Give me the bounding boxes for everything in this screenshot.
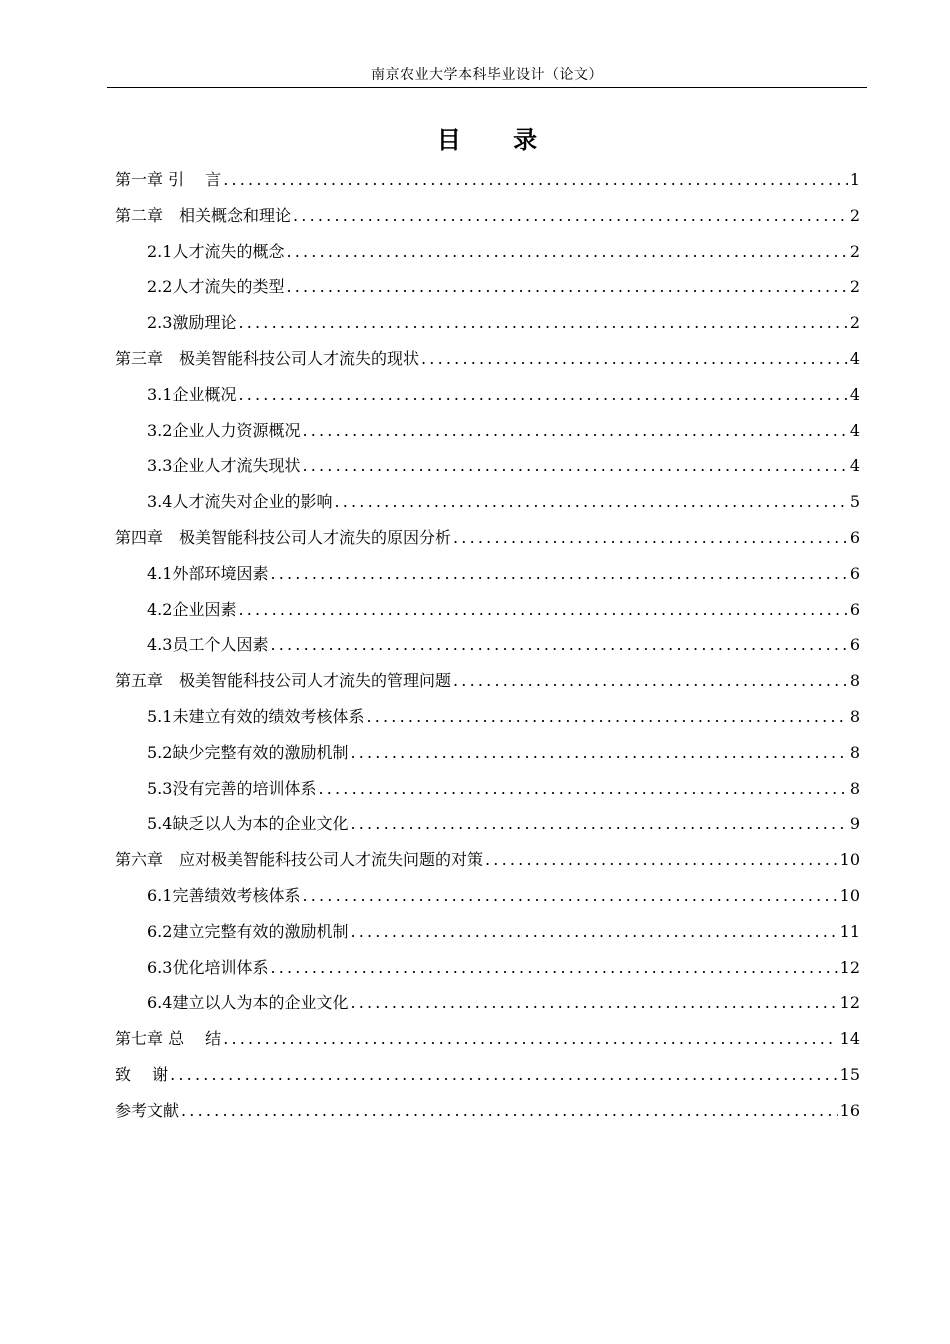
toc-dot-leader	[238, 305, 847, 341]
toc-entry-label: 2.2人才流失的类型	[147, 277, 285, 297]
toc-chapter-entry[interactable]	[115, 1021, 860, 1057]
toc-chapter-entry[interactable]	[115, 520, 860, 556]
toc-entry-page-number: 10	[839, 850, 860, 870]
toc-section-entry[interactable]	[115, 985, 860, 1021]
toc-entry-label: 第四章 极美智能科技公司人才流失的原因分析	[115, 527, 452, 547]
toc-entry-label: 第二章 相关概念和理论	[115, 205, 292, 225]
toc-entry-label: 第三章 极美智能科技公司人才流失的现状	[115, 348, 420, 368]
toc-entry-page-number: 14	[839, 1029, 860, 1049]
toc-chapter-entry[interactable]	[115, 341, 860, 377]
toc-entry-page-number: 12	[839, 957, 860, 977]
toc-section-entry[interactable]	[115, 627, 860, 663]
table-of-contents	[115, 162, 860, 1129]
toc-entry-label: 2.3激励理论	[147, 313, 237, 333]
toc-entry-page-number: 8	[849, 671, 860, 691]
toc-entry-page-number: 8	[849, 742, 860, 762]
toc-entry-page-number: 8	[849, 778, 860, 798]
toc-entry-page-number: 9	[849, 814, 860, 834]
toc-dot-leader	[318, 771, 847, 807]
toc-entry-label: 5.4缺乏以人为本的企业文化	[147, 814, 349, 834]
toc-dot-leader	[302, 878, 837, 914]
toc-dot-leader	[223, 162, 848, 198]
toc-section-entry[interactable]	[115, 377, 860, 413]
toc-entry-page-number: 4	[849, 348, 860, 368]
toc-dot-leader	[485, 842, 838, 878]
toc-entry-label: 3.1企业概况	[147, 384, 237, 404]
toc-entry-page-number: 4	[849, 420, 860, 440]
toc-chapter-entry[interactable]	[115, 1057, 860, 1093]
toc-dot-leader	[421, 341, 848, 377]
toc-entry-page-number: 6	[849, 635, 860, 655]
toc-dot-leader	[334, 484, 847, 520]
toc-chapter-entry[interactable]	[115, 663, 860, 699]
toc-section-entry[interactable]	[115, 914, 860, 950]
toc-entry-label: 第七章 总 结	[115, 1029, 222, 1049]
toc-dot-leader	[223, 1021, 837, 1057]
header-rule	[107, 87, 867, 88]
toc-dot-leader	[238, 377, 847, 413]
toc-dot-leader	[286, 269, 847, 305]
toc-section-entry[interactable]	[115, 699, 860, 735]
toc-entry-page-number: 15	[839, 1064, 860, 1084]
toc-dot-leader	[238, 592, 847, 628]
toc-chapter-entry[interactable]	[115, 198, 860, 234]
toc-dot-leader	[350, 985, 837, 1021]
toc-entry-page-number: 2	[849, 277, 860, 297]
toc-dot-leader	[293, 198, 848, 234]
toc-dot-leader	[270, 627, 847, 663]
toc-entry-label: 2.1人才流失的概念	[147, 241, 285, 261]
toc-section-entry[interactable]	[115, 305, 860, 341]
toc-dot-leader	[302, 448, 847, 484]
toc-entry-label: 6.1完善绩效考核体系	[147, 885, 301, 905]
toc-section-entry[interactable]	[115, 878, 860, 914]
toc-entry-label: 6.3优化培训体系	[147, 957, 269, 977]
toc-dot-leader	[302, 413, 847, 449]
toc-title: 目 录	[436, 125, 560, 154]
toc-entry-label: 3.2企业人力资源概况	[147, 420, 301, 440]
toc-entry-label: 5.3没有完善的培训体系	[147, 778, 317, 798]
toc-entry-label: 第一章 引 言	[115, 170, 222, 189]
toc-section-entry[interactable]	[115, 448, 860, 484]
toc-entry-page-number: 5	[849, 492, 860, 512]
toc-dot-leader	[453, 663, 848, 699]
toc-section-entry[interactable]	[115, 556, 860, 592]
toc-dot-leader	[270, 950, 837, 986]
toc-section-entry[interactable]	[115, 806, 860, 842]
toc-entry-page-number: 12	[839, 993, 860, 1013]
toc-dot-leader	[170, 1057, 838, 1093]
toc-entry-label: 3.3企业人才流失现状	[147, 456, 301, 476]
toc-entry-page-number: 6	[849, 599, 860, 619]
toc-entry-page-number: 16	[839, 1100, 860, 1120]
running-header: 南京农业大学本科毕业设计（论文）	[371, 67, 603, 83]
toc-entry-label: 致 谢	[115, 1064, 169, 1084]
toc-entry-label: 4.1外部环境因素	[147, 563, 269, 583]
toc-entry-page-number: 2	[849, 241, 860, 261]
toc-entry-label: 5.2缺少完整有效的激励机制	[147, 742, 349, 762]
toc-chapter-entry[interactable]	[115, 162, 860, 198]
toc-section-entry[interactable]	[115, 735, 860, 771]
toc-section-entry[interactable]	[115, 484, 860, 520]
toc-entry-page-number: 2	[849, 205, 860, 225]
toc-dot-leader	[453, 520, 848, 556]
toc-entry-page-number: 6	[849, 527, 860, 547]
toc-dot-leader	[286, 234, 847, 270]
toc-dot-leader	[181, 1093, 838, 1129]
toc-entry-label: 6.4建立以人为本的企业文化	[147, 993, 349, 1013]
toc-entry-label: 4.3员工个人因素	[147, 635, 269, 655]
toc-section-entry[interactable]	[115, 592, 860, 628]
toc-entry-label: 参考文献	[115, 1100, 180, 1120]
toc-dot-leader	[270, 556, 847, 592]
toc-section-entry[interactable]	[115, 413, 860, 449]
toc-dot-leader	[350, 914, 837, 950]
toc-chapter-entry[interactable]	[115, 842, 860, 878]
toc-section-entry[interactable]	[115, 950, 860, 986]
toc-entry-page-number: 8	[849, 706, 860, 726]
toc-entry-label: 6.2建立完整有效的激励机制	[147, 921, 349, 941]
toc-section-entry[interactable]	[115, 234, 860, 270]
toc-dot-leader	[350, 735, 847, 771]
toc-entry-page-number: 4	[849, 384, 860, 404]
toc-entry-page-number: 6	[849, 563, 860, 583]
toc-section-entry[interactable]	[115, 771, 860, 807]
toc-dot-leader	[366, 699, 847, 735]
toc-entry-label: 第六章 应对极美智能科技公司人才流失问题的对策	[115, 850, 484, 870]
toc-entry-page-number: 4	[849, 456, 860, 476]
toc-chapter-entry[interactable]	[115, 1093, 860, 1129]
toc-entry-label: 4.2企业因素	[147, 599, 237, 619]
toc-section-entry[interactable]	[115, 269, 860, 305]
toc-entry-page-number: 11	[839, 921, 860, 941]
toc-entry-label: 5.1未建立有效的绩效考核体系	[147, 706, 365, 726]
toc-entry-label: 第五章 极美智能科技公司人才流失的管理问题	[115, 671, 452, 691]
toc-entry-page-number: 1	[849, 170, 860, 189]
toc-entry-page-number: 2	[849, 313, 860, 333]
toc-entry-label: 3.4人才流失对企业的影响	[147, 492, 333, 512]
toc-dot-leader	[350, 806, 847, 842]
toc-entry-page-number: 10	[839, 885, 860, 905]
